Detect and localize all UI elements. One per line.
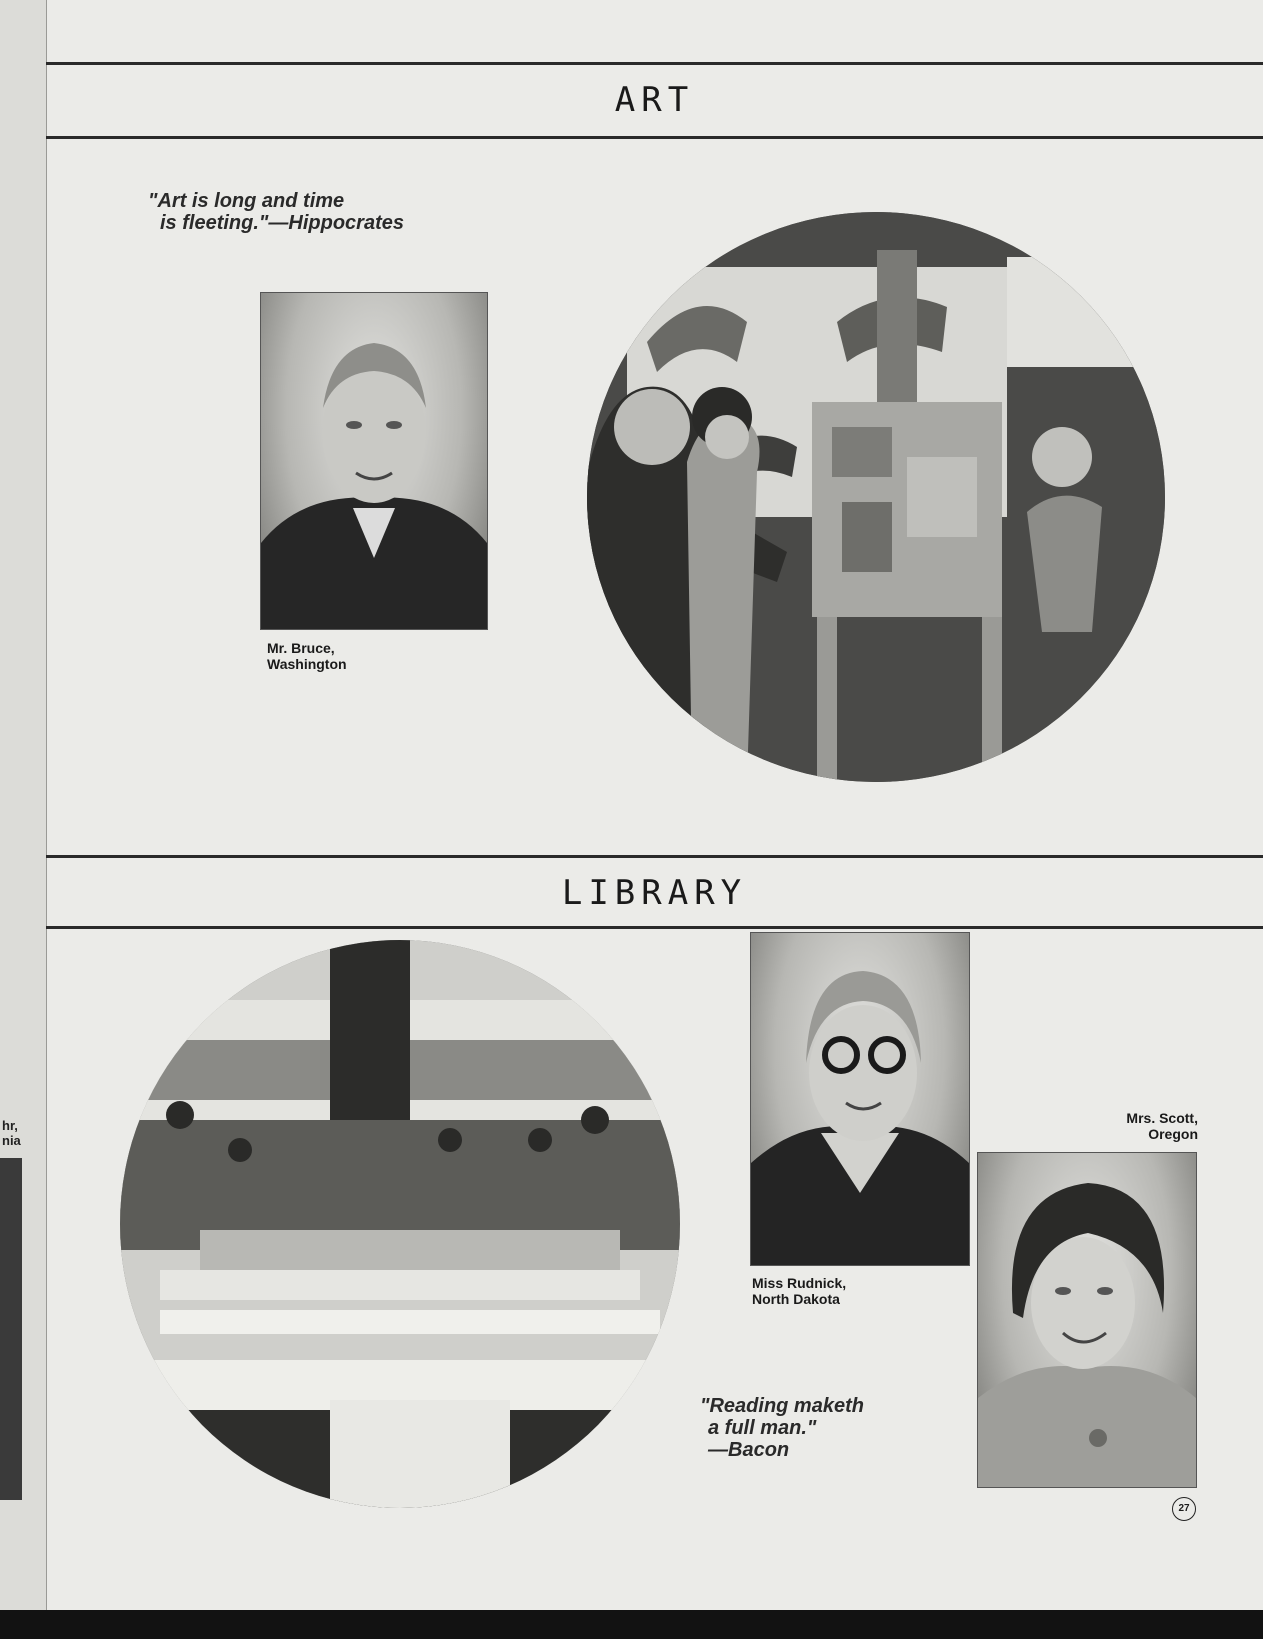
library-bottom-rule	[46, 926, 1263, 929]
caption-mrs-scott-state: Oregon	[1148, 1126, 1198, 1142]
caption-mr-bruce-name: Mr. Bruce,	[267, 640, 335, 656]
art-heading: ART	[614, 80, 695, 120]
previous-page-caption-line2: nia	[2, 1133, 21, 1148]
library-quote-line1: "Reading maketh	[700, 1395, 864, 1417]
art-quote-line1: "Art is long and time	[148, 190, 345, 212]
library-quote-line2: a full man."	[708, 1417, 817, 1439]
art-bottom-rule	[46, 136, 1263, 139]
previous-page-caption-line1: hr,	[2, 1118, 18, 1133]
previous-page-photo-fragment	[0, 1158, 22, 1500]
library-quote-line3: —Bacon	[708, 1439, 790, 1461]
caption-miss-rudnick	[752, 1275, 846, 1307]
caption-mrs-scott-name: Mrs. Scott,	[1126, 1110, 1198, 1126]
portrait-miss-rudnick	[750, 932, 970, 1266]
caption-mr-bruce	[267, 640, 347, 672]
library-circular-photo	[120, 940, 680, 1508]
caption-mr-bruce-state: Washington	[267, 656, 347, 672]
previous-page-caption-fragment	[2, 1118, 21, 1148]
bottom-scan-border	[0, 1610, 1263, 1639]
caption-miss-rudnick-state: North Dakota	[752, 1291, 840, 1307]
library-top-rule	[46, 855, 1263, 858]
art-quote	[148, 190, 404, 234]
page-number: 27	[1172, 1497, 1196, 1521]
library-heading: LIBRARY	[561, 873, 748, 913]
library-quote	[700, 1395, 864, 1461]
portrait-mrs-scott	[977, 1152, 1197, 1488]
previous-page-edge	[0, 0, 47, 1610]
portrait-mr-bruce	[260, 292, 488, 630]
caption-miss-rudnick-name: Miss Rudnick,	[752, 1275, 847, 1291]
art-quote-line2: is fleeting."—Hippocrates	[160, 212, 404, 234]
art-class-circular-photo	[587, 212, 1165, 782]
caption-mrs-scott	[1090, 1110, 1198, 1142]
art-top-rule	[46, 62, 1263, 65]
